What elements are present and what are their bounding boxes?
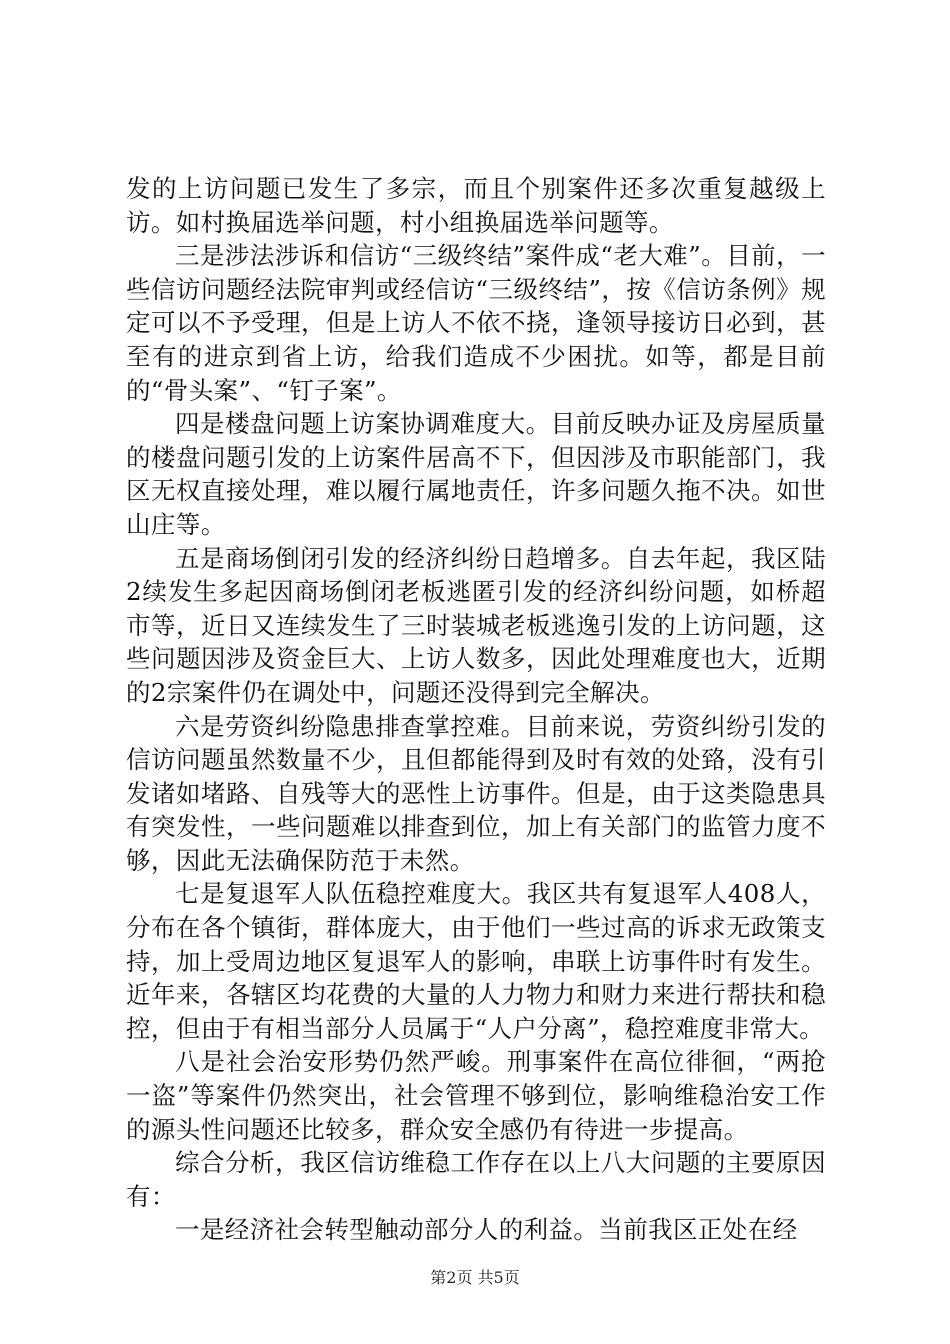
paragraph-4: 五是商场倒闭引发的经济纠纷日趋增多。自去年起，我区陆2续发生多起因商场倒闭老板逃匿引发的经济纠纷问题，如桥超市等，近日又连续发生了三时装城老板逃逸引发的上访问题，这些问题因涉及资金巨大、上访人数多，因此处理难度也大，近期的2宗案件仍在调处中，问题还没得到完全解决。 xyxy=(126,543,826,707)
paragraph-3: 四是楼盘问题上访案协调难度大。目前反映办证及房屋质量的楼盘问题引发的上访案件居高不下，但因涉及市职能部门，我区无权直接处理，难以履行属地责任，许多问题久拖不决。如世山庄等。 xyxy=(126,409,826,539)
paragraph-7: 八是社会治安形势仍然严峻。刑事案件在高位徘徊，“两抢一盗”等案件仍然突出，社会管理不够到位，影响维稳治安工作的源头性问题还比较多，群众安全感仍有待进一步提高。 xyxy=(126,1047,826,1144)
paragraph-9: 一是经济社会转型触动部分人的利益。当前我区正处在经 xyxy=(175,1215,798,1245)
paragraph-8: 综合分析，我区信访维稳工作存在以上八大问题的主要原因有： xyxy=(126,1148,826,1211)
paragraph-1: 发的上访问题已发生了多宗，而且个别案件还多次重复越级上访。如村换届选举问题，村小组换届选举问题等。 xyxy=(126,174,826,237)
paragraph-6: 七是复退军人队伍稳控难度大。我区共有复退军人408人，分布在各个镇街，群体庞大，由于他们一些过高的诉求无政策支持，加上受周边地区复退军人的影响，串联上访事件时有发生。近年来，各辖区均花费的大量的人力物力和财力来进行帮扶和稳控，但由于有相当部分人员属于“人户分离”，稳控难度非常大。 xyxy=(126,879,826,1043)
page-number-footer: 第2页 共5页 xyxy=(430,1268,520,1287)
paragraph-5: 六是劳资纠纷隐患排查掌控难。目前来说，劳资纠纷引发的信访问题虽然数量不少，且但都能得到及时有效的处臵，没有引发诸如堵路、自残等大的恶性上访事件。但是，由于这类隐患具有突发性，一些问题难以排查到位，加上有关部门的监管力度不够，因此无法确保防范于未然。 xyxy=(126,711,826,875)
paragraph-2: 三是涉法涉诉和信访“三级终结”案件成“老大难”。目前，一些信访问题经法院审判或经信访“三级终结”，按《信访条例》规定可以不予受理，但是上访人不依不挠，逢领导接访日必到，甚至有的进京到省上访，给我们造成不少困扰。如等，都是目前的“骨头案”、“钉子案”。 xyxy=(126,241,826,405)
document-body xyxy=(126,172,826,1247)
